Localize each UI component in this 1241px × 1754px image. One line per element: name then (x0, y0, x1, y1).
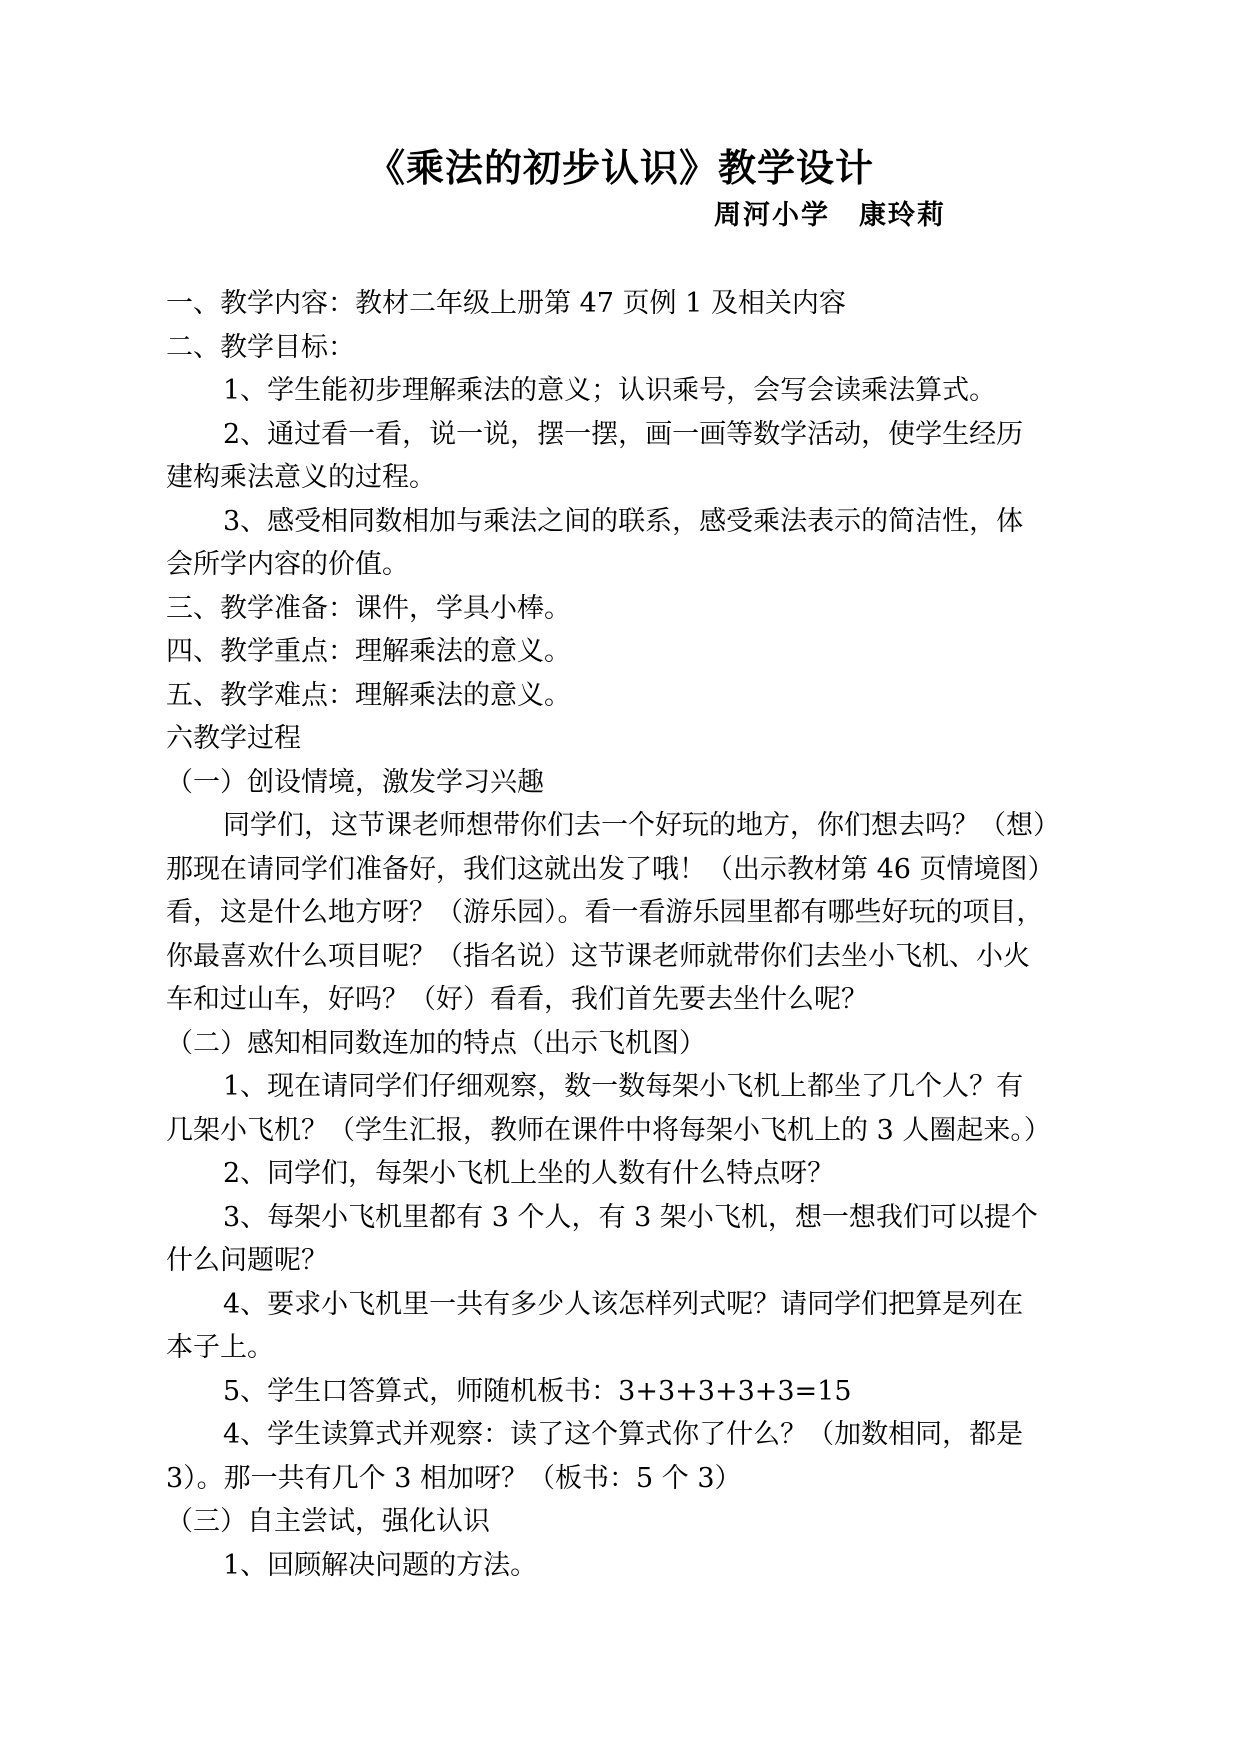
section-heading: 六教学过程 (166, 723, 301, 754)
section-heading: 一、教学内容：教材二年级上册第 47 页例 1 及相关内容 (166, 288, 846, 319)
paragraph-line: 3、每架小飞机里都有 3 个人，有 3 架小飞机，想一想我们可以提个 (223, 1201, 1038, 1233)
section-heading: 三、教学准备：课件，学具小棒。 (166, 592, 571, 624)
paragraph-line: 你最喜欢什么项目呢？（指名说）这节课老师就带你们去坐小飞机、小火 (166, 940, 1030, 972)
subsection-heading: （二）感知相同数连加的特点（出示飞机图） (166, 1027, 706, 1059)
paragraph-line: 4、要求小飞机里一共有多少人该怎样列式呢？请同学们把算是列在 (223, 1288, 1024, 1320)
paragraph-line: 1、现在请同学们仔细观察，数一数每架小飞机上都坐了几个人？有 (223, 1071, 1024, 1102)
paragraph-line: 几架小飞机？（学生汇报，教师在课件中将每架小飞机上的 3 人圈起来。） (166, 1114, 1051, 1146)
paragraph-line: 车和过山车，好吗？（好）看看，我们首先要去坐什么呢？ (166, 984, 868, 1015)
paragraph-line: 本子上。 (166, 1332, 274, 1363)
document-author: 周河小学 康玲莉 (714, 200, 946, 231)
paragraph-line: 2、同学们，每架小飞机上坐的人数有什么特点呀？ (223, 1158, 835, 1189)
paragraph-line: 什么问题呢？ (166, 1245, 328, 1276)
section-heading: 五、教学难点：理解乘法的意义。 (166, 679, 571, 711)
paragraph-line: 那现在请同学们准备好，我们这就出发了哦！（出示教材第 46 页情境图） (166, 853, 1055, 885)
paragraph-line: 1、学生能初步理解乘法的意义；认识乘号，会写会读乘法算式。 (223, 375, 997, 406)
paragraph-line: 4、学生读算式并观察：读了这个算式你了什么？（加数相同，都是 (223, 1419, 1024, 1450)
paragraph-line: 3、感受相同数相加与乘法之间的联系，感受乘法表示的简洁性，体 (223, 505, 1024, 537)
paragraph-line: 2、通过看一看，说一说，摆一摆，画一画等数学活动，使学生经历 (223, 418, 1024, 450)
paragraph-line: 会所学内容的价值。 (166, 549, 409, 580)
paragraph-line: 5、学生口答算式，师随机板书：3+3+3+3+3=15 (223, 1375, 852, 1407)
paragraph-line: 看，这是什么地方呀？（游乐园）。看一看游乐园里都有哪些好玩的项目， (166, 897, 1044, 928)
section-heading: 二、教学目标： (166, 331, 355, 363)
subsection-heading: （一）创设情境，激发学习兴趣 (166, 766, 544, 798)
subsection-heading: （三）自主尝试，强化认识 (166, 1506, 490, 1537)
paragraph-line: 建构乘法意义的过程。 (166, 462, 436, 493)
document-body (166, 282, 1090, 1587)
document-title: 《乘法的初步认识》教学设计 (366, 145, 874, 190)
paragraph-line: 1、回顾解决问题的方法。 (223, 1549, 538, 1581)
section-heading: 四、教学重点：理解乘法的意义。 (166, 636, 571, 667)
paragraph-line: 同学们，这节课老师想带你们去一个好玩的地方，你们想去吗？（想） (223, 810, 1060, 841)
paragraph-line: 3）。那一共有几个 3 相加呀？（板书：5 个 3） (166, 1462, 742, 1494)
